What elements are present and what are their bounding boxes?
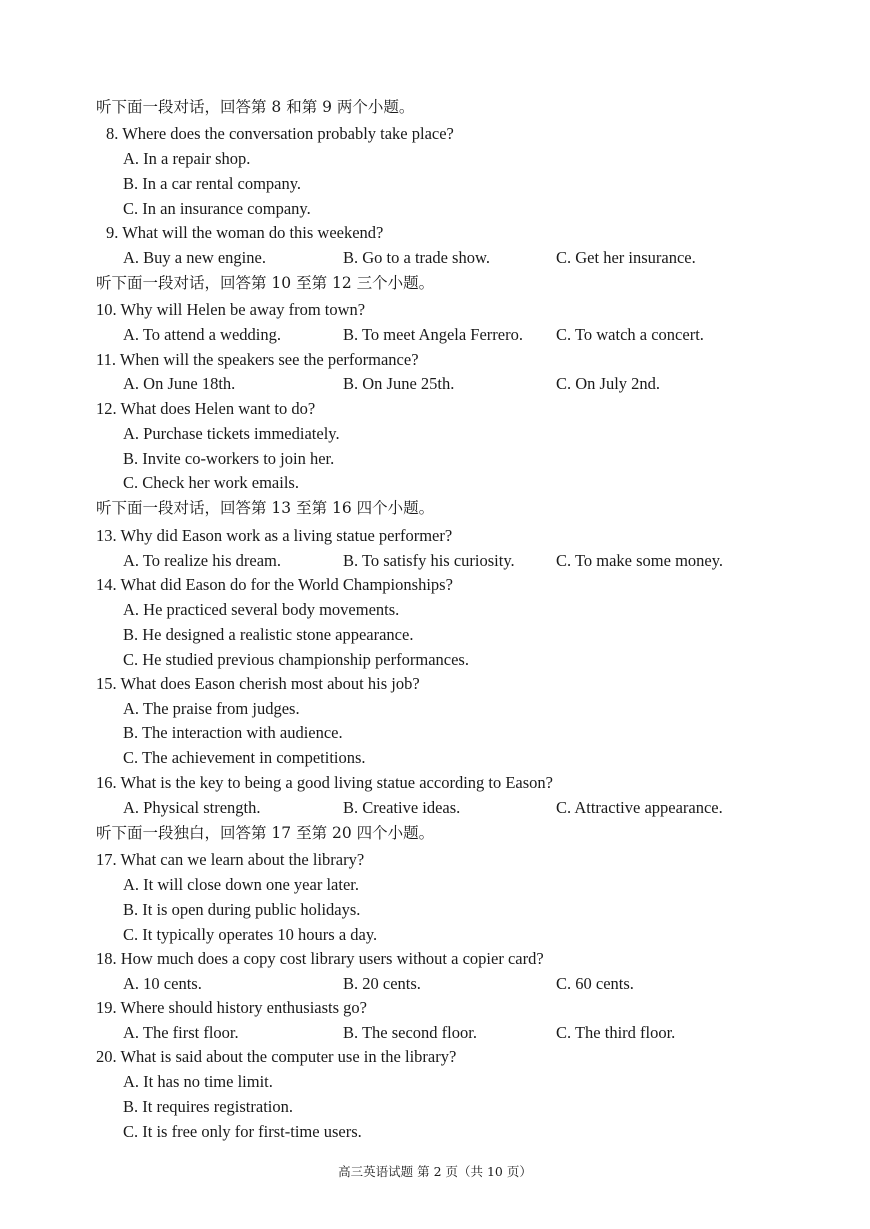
answer-option: B. The interaction with audience.	[123, 723, 343, 742]
answer-option: C. To watch a concert.	[556, 325, 704, 344]
answer-option: A. The first floor.	[123, 1023, 239, 1042]
answer-option: A. Purchase tickets immediately.	[123, 424, 340, 443]
section-instruction: 听下面一段对话，回答第 10 至第 12 三个小题。	[96, 274, 435, 292]
question-stem: 14. What did Eason do for the World Championships?	[96, 575, 453, 594]
answer-option: B. It is open during public holidays.	[123, 900, 361, 919]
answer-option: C. The achievement in competitions.	[123, 748, 366, 767]
answer-option: A. The praise from judges.	[123, 699, 300, 718]
answer-option: C. In an insurance company.	[123, 199, 311, 218]
answer-option: B. The second floor.	[343, 1023, 477, 1042]
question-stem: 10. Why will Helen be away from town?	[96, 300, 366, 319]
answer-option: A. He practiced several body movements.	[123, 600, 400, 619]
question-stem: 18. How much does a copy cost library users without a copier card?	[96, 949, 544, 968]
question-stem: 9. What will the woman do this weekend?	[106, 223, 384, 242]
answer-option: A. It will close down one year later.	[123, 875, 359, 894]
question-stem: 19. Where should history enthusiasts go?	[96, 998, 367, 1017]
answer-option: A. 10 cents.	[123, 974, 202, 993]
answer-option: C. Attractive appearance.	[556, 798, 723, 817]
answer-option: A. On June 18th.	[123, 374, 236, 393]
answer-option: B. Go to a trade show.	[343, 248, 490, 267]
answer-option: A. It has no time limit.	[123, 1072, 273, 1091]
question-stem: 12. What does Helen want to do?	[96, 399, 316, 418]
answer-option: C. 60 cents.	[556, 974, 634, 993]
answer-option: B. 20 cents.	[343, 974, 421, 993]
question-stem: 20. What is said about the computer use in the library?	[96, 1047, 457, 1066]
answer-option: B. Creative ideas.	[343, 798, 461, 817]
answer-option: B. Invite co-workers to join her.	[123, 449, 335, 468]
answer-option: C. It is free only for first-time users.	[123, 1122, 362, 1141]
answer-option: B. It requires registration.	[123, 1097, 293, 1116]
answer-option: C. The third floor.	[556, 1023, 676, 1042]
question-stem: 8. Where does the conversation probably take place?	[106, 124, 454, 143]
answer-option: C. On July 2nd.	[556, 374, 661, 393]
answer-option: A. Buy a new engine.	[123, 248, 266, 267]
question-stem: 16. What is the key to being a good living statue according to Eason?	[96, 773, 554, 792]
answer-option: C. Check her work emails.	[123, 473, 299, 492]
answer-option: A. To realize his dream.	[123, 551, 281, 570]
section-instruction: 听下面一段对话，回答第 13 至第 16 四个小题。	[96, 499, 435, 517]
answer-option: C. To make some money.	[556, 551, 724, 570]
question-stem: 13. Why did Eason work as a living statue performer?	[96, 526, 453, 545]
answer-option: B. To meet Angela Ferrero.	[343, 325, 523, 344]
answer-option: B. On June 25th.	[343, 374, 455, 393]
answer-option: A. To attend a wedding.	[123, 325, 282, 344]
answer-option: B. In a car rental company.	[123, 174, 302, 193]
answer-option: B. He designed a realistic stone appearance.	[123, 625, 414, 644]
question-stem: 15. What does Eason cherish most about his job?	[96, 674, 420, 693]
answer-option: C. It typically operates 10 hours a day.	[123, 925, 378, 944]
question-stem: 17. What can we learn about the library?	[96, 850, 365, 869]
question-stem: 11. When will the speakers see the performance?	[96, 350, 419, 369]
section-instruction: 听下面一段独白，回答第 17 至第 20 四个小题。	[96, 824, 435, 842]
answer-option: A. In a repair shop.	[123, 149, 251, 168]
answer-option: B. To satisfy his curiosity.	[343, 551, 515, 570]
page-footer: 高三英语试题 第 2 页（共 10 页）	[338, 1164, 532, 1179]
answer-option: C. He studied previous championship performances.	[123, 650, 469, 669]
answer-option: A. Physical strength.	[123, 798, 261, 817]
section-instruction: 听下面一段对话，回答第 8 和第 9 两个小题。	[96, 98, 415, 116]
answer-option: C. Get her insurance.	[556, 248, 696, 267]
